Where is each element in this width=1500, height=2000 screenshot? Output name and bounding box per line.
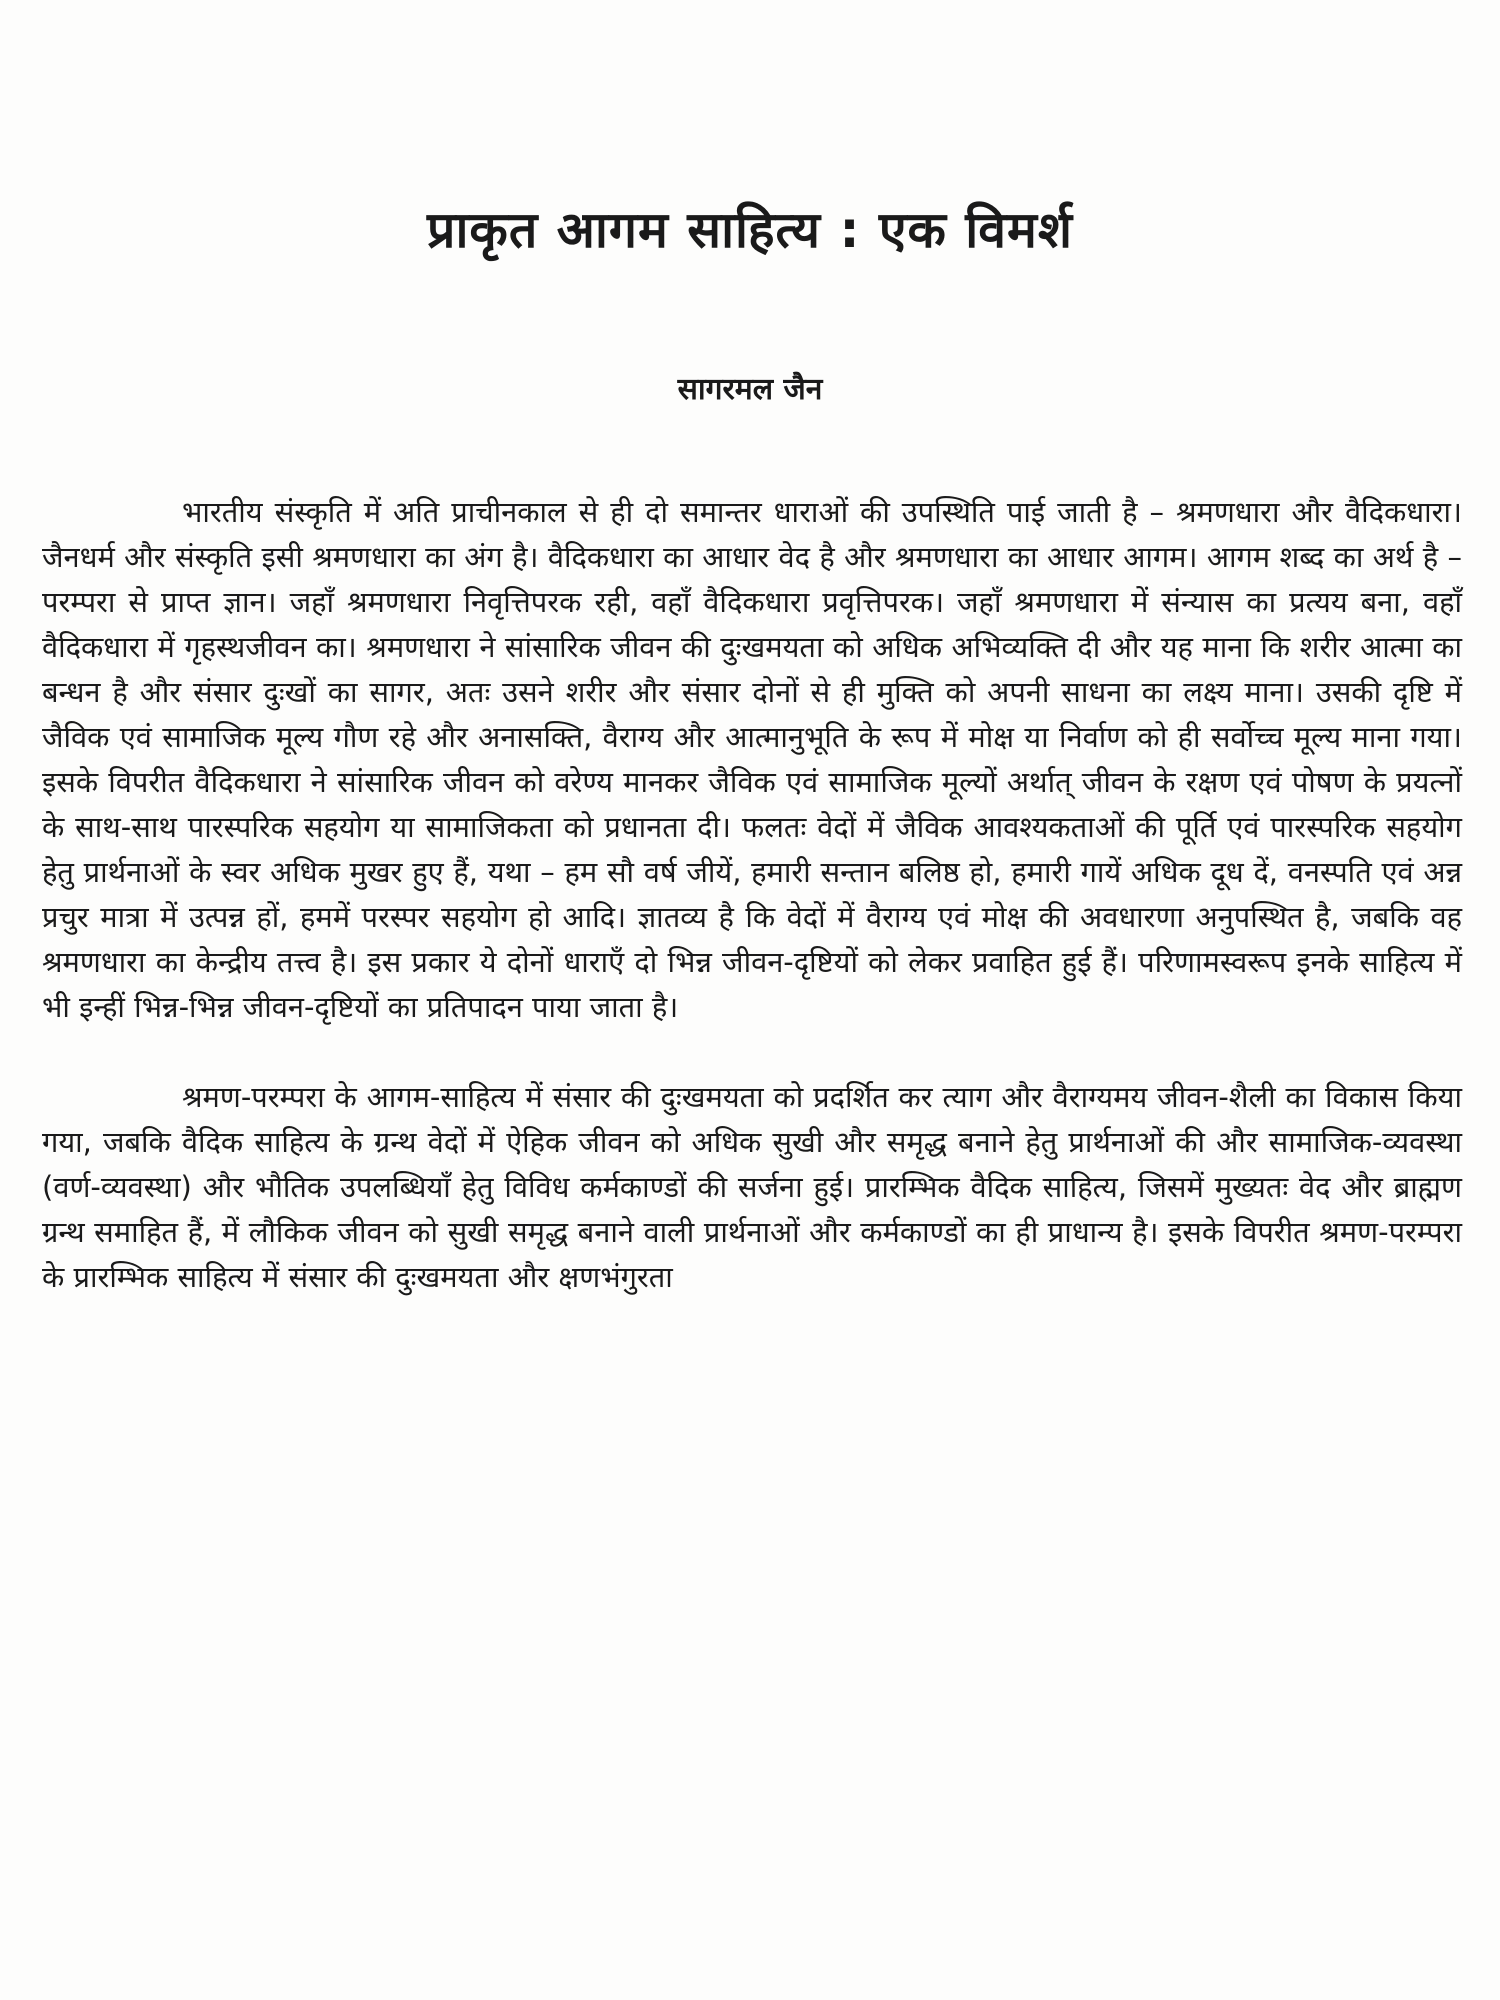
paragraph-2: श्रमण-परम्परा के आगम-साहित्य में संसार की दुःखमयता को प्रदर्शित कर त्याग और वैराग्यमय जीवन-शैली का विकास किया गया, जबकि वैदिक साहित्य के ग्रन्थ वेदों में ऐहिक जीवन को अधिक सुखी और समृद्ध बनाने हेतु प्रार्थनाओं की और सामाजिक-व्यवस्था (वर्ण-व्यवस्था) और भौतिक उपलब्धियाँ हेतु विविध कर्मकाण्डों की सर्जना हुई। प्रारम्भिक वैदिक साहित्य, जिसमें मुख्यतः वेद और ब्राह्मण ग्रन्थ समाहित हैं, में लौकिक जीवन को सुखी समृद्ध बनाने वाली प्रार्थनाओं और कर्मकाण्डों का ही प्राधान्य है। इसके विपरीत श्रमण-परम्परा के प्रारम्भिक साहित्य में संसार की दुःखमयता और क्षणभंगुरता	[42, 1080, 1462, 1294]
paragraph-1: भारतीय संस्कृति में अति प्राचीनकाल से ही दो समान्तर धाराओं की उपस्थिति पाई जाती है – श्रमणधारा और वैदिकधारा। जैनधर्म और संस्कृति इसी श्रमणधारा का अंग है। वैदिकधारा का आधार वेद है और श्रमणधारा का आधार आगम। आगम शब्द का अर्थ है – परम्परा से प्राप्त ज्ञान। जहाँ श्रमणधारा निवृत्तिपरक रही, वहाँ वैदिकधारा प्रवृत्तिपरक। जहाँ श्रमणधारा में संन्यास का प्रत्यय बना, वहाँ वैदिकधारा में गृहस्थजीवन का। श्रमणधारा ने सांसारिक जीवन की दुःखमयता को अधिक अभिव्यक्ति दी और यह माना कि शरीर आत्मा का बन्धन है और संसार दुःखों का सागर, अतः उसने शरीर और संसार दोनों से ही मुक्ति को अपनी साधना का लक्ष्य माना। उसकी दृष्टि में जैविक एवं सामाजिक मूल्य गौण रहे और अनासक्ति, वैराग्य और आत्मानुभूति के रूप में मोक्ष या निर्वाण को ही सर्वोच्च मूल्य माना गया। इसके विपरीत वैदिकधारा ने सांसारिक जीवन को वरेण्य मानकर जैविक एवं सामाजिक मूल्यों अर्थात् जीवन के रक्षण एवं पोषण के प्रयत्नों के साथ-साथ पारस्परिक सहयोग या सामाजिकता को प्रधानता दी। फलतः वेदों में जैविक आवश्यकताओं की पूर्ति एवं पारस्परिक सहयोग हेतु प्रार्थनाओं के स्वर अधिक मुखर हुए हैं, यथा – हम सौ वर्ष जीयें, हमारी सन्तान बलिष्ठ हो, हमारी गायें अधिक दूध दें, वनस्पति एवं अन्न प्रचुर मात्रा में उत्पन्न हों, हममें परस्पर सहयोग हो आदि। ज्ञातव्य है कि वेदों में वैराग्य एवं मोक्ष की अवधारणा अनुपस्थित है, जबकि वह श्रमणधारा का केन्द्रीय तत्त्व है। इस प्रकार ये दोनों धाराएँ दो भिन्न जीवन-दृष्टियों को लेकर प्रवाहित हुई हैं। परिणामस्वरूप इनके साहित्य में भी इन्हीं भिन्न-भिन्न जीवन-दृष्टियों का प्रतिपादन पाया जाता है।	[42, 495, 1462, 1024]
article-body	[42, 490, 1462, 1300]
author-name: सागरमल जैन	[677, 372, 823, 407]
article-title: प्राकृत आगम साहित्य : एक विमर्श	[427, 201, 1073, 259]
